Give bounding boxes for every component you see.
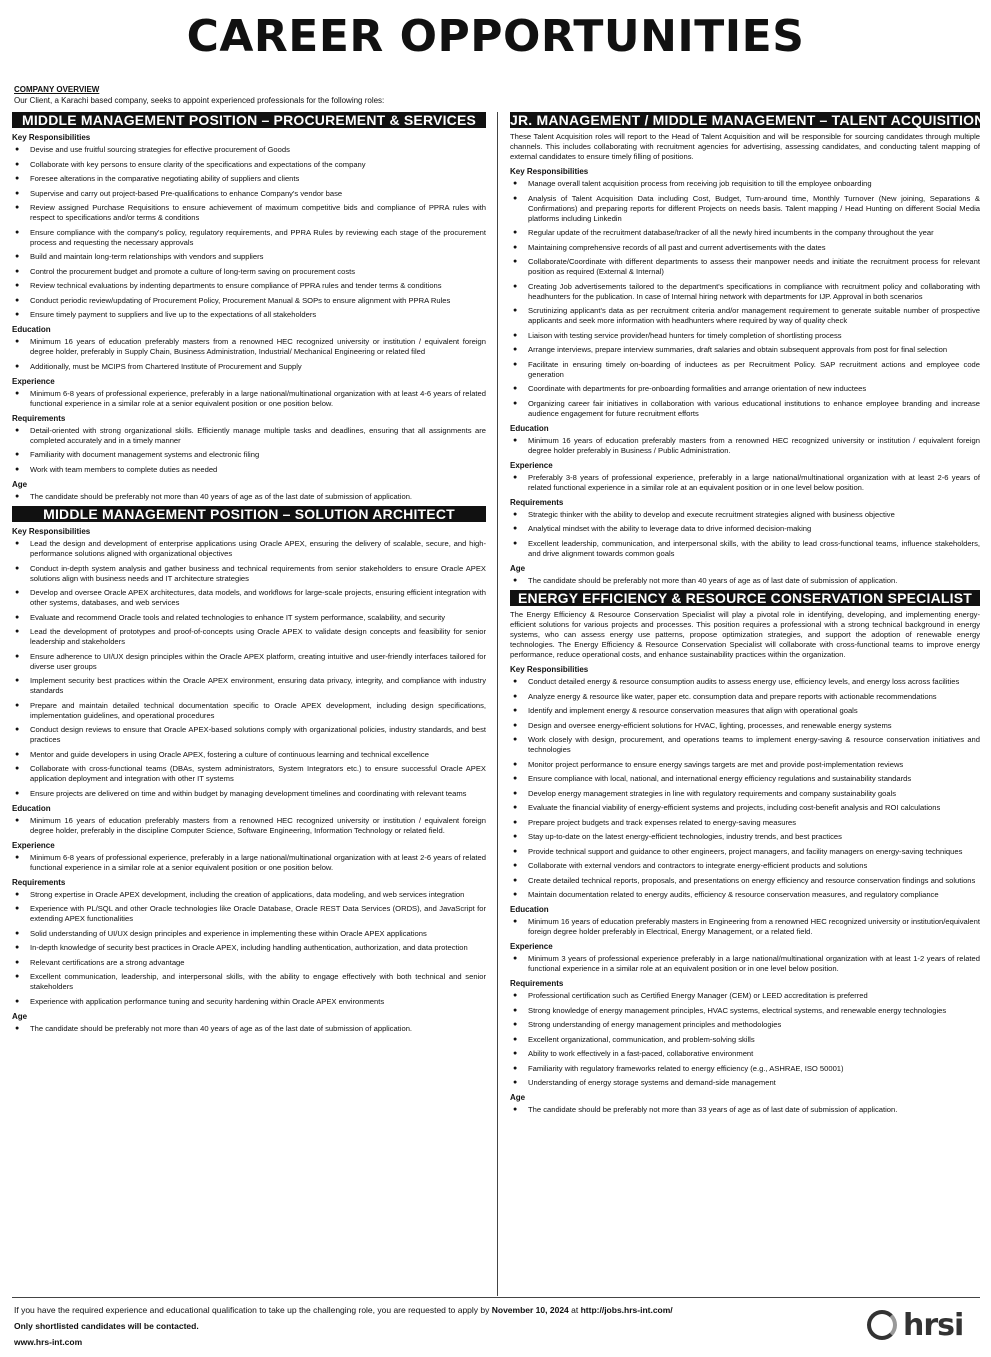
company-overview xyxy=(14,84,484,106)
list-item: ● Creating Job advertisements tailored to the department's specifications in compliance with recruitment policy and collaborating with headhunters for the publication. In case of Internal hiring network with departments for IJP. Approval in both scenarios xyxy=(510,282,980,302)
list-item: ● Organizing career fair initiatives in collaboration with various educational institutions to enhance employee branding and increase audience engagement for future recruitment efforts xyxy=(510,399,980,419)
responsibilities-list xyxy=(510,179,980,419)
apply-line xyxy=(14,1302,814,1318)
list-item: ● Maintain documentation related to energy audits, efficiency & resource conservation measures, and regulatory compliance xyxy=(510,890,980,900)
section-procurement xyxy=(12,112,486,502)
list-item: ● Experience with application performance tuning and security hardening within Oracle APEX environments xyxy=(12,997,486,1007)
list-item: ● Analyze energy & resource like water, paper etc. consumption data and prepare reports with actionable recommendations xyxy=(510,692,980,702)
shortlist-note: Only shortlisted candidates will be contacted. xyxy=(14,1321,199,1331)
list-item: ● Maintaining comprehensive records of all past and current advertisements with the dates xyxy=(510,243,980,253)
age-heading: Age xyxy=(510,563,526,573)
list-item: ● Strong understanding of energy management principles and methodologies xyxy=(510,1020,980,1030)
experience-heading: Experience xyxy=(510,460,553,470)
experience-list xyxy=(12,853,486,873)
list-item: ● Strategic thinker with the ability to develop and execute recruitment strategies aligned with business objective xyxy=(510,510,980,520)
list-item: ● Control the procurement budget and promote a culture of long-term saving on procurement costs xyxy=(12,267,486,277)
list-item: ● Prepare and maintain detailed technical documentation specific to Oracle APEX development, including design specifications, implementation guidelines, and operational procedures xyxy=(12,701,486,721)
list-item: ● Relevant certifications are a strong advantage xyxy=(12,958,486,968)
list-item: ● Additionally, must be MCIPS from Chartered Institute of Procurement and Supply xyxy=(12,362,486,372)
list-item: ● Monitor project performance to ensure energy savings targets are met and provide post-implementation reviews xyxy=(510,760,980,770)
list-item: ● Collaborate with external vendors and contractors to integrate energy-efficient products and solutions xyxy=(510,861,980,871)
list-item: ● Ensure projects are delivered on time and within budget by managing development timelines and coordinating with relevant teams xyxy=(12,789,486,799)
list-item: ● Excellent communication, leadership, and interpersonal skills, with the ability to engage effectively with both technical and senior stakeholders xyxy=(12,972,486,992)
section-energy xyxy=(510,590,980,1115)
list-item: ● Scrutinizing applicant's data as per recruitment criteria and/or management requirement to generate suitable number of prospective applicants and seek more information with headhunters where required by way of quality check xyxy=(510,306,980,326)
list-item: ● Minimum 16 years of education preferably masters from a renowned HEC recognized university or institution / equivalent foreign degree holder preferably in Business / Public Administration. xyxy=(510,436,980,456)
left-column xyxy=(12,112,486,1038)
list-item: ● Mentor and guide developers in using Oracle APEX, fostering a culture of continuous learning and technical excellence xyxy=(12,750,486,760)
list-item: ● Build and maintain long-term relationships with vendors and suppliers xyxy=(12,252,486,262)
list-item: ● Identify and implement energy & resource conservation measures that align with operational goals xyxy=(510,706,980,716)
requirements-list xyxy=(12,890,486,1007)
list-item: ● Supervise and carry out project-based Pre-qualifications to enhance Company's vendor base xyxy=(12,189,486,199)
list-item: ● Collaborate with key persons to ensure clarity of the specifications and expectations of the company xyxy=(12,160,486,170)
responsibilities-list xyxy=(12,539,486,799)
education-list xyxy=(12,816,486,836)
list-item: ● Strong knowledge of energy management principles, HVAC systems, electrical systems, and renewable energy technologies xyxy=(510,1006,980,1016)
website-link[interactable]: www.hrs-int.com xyxy=(14,1337,83,1347)
list-item: ● The candidate should be preferably not more than 40 years of age as of the last date of submission of application. xyxy=(12,492,486,502)
section-title: MIDDLE MANAGEMENT POSITION – SOLUTION ARCHITECT xyxy=(12,506,486,522)
list-item: ● Ensure adherence to UI/UX design principles within the Oracle APEX platform, creating intuitive and user-friendly interfaces tailored for diverse user groups xyxy=(12,652,486,672)
age-list xyxy=(510,576,980,586)
responsibilities-heading: Key Responsibilities xyxy=(12,527,91,536)
requirements-list xyxy=(12,426,486,475)
section-architect xyxy=(12,506,486,1034)
experience-list xyxy=(510,954,980,974)
list-item: ● Experience with PL/SQL and other Oracle technologies like Oracle Database, Oracle REST Data Services (ORDS), and JavaScript for extending APEX functionalities xyxy=(12,904,486,924)
age-heading: Age xyxy=(12,479,28,489)
education-heading: Education xyxy=(510,905,549,914)
footer-rule xyxy=(12,1297,980,1298)
list-item: ● Work with team members to complete duties as needed xyxy=(12,465,486,475)
list-item: ● Minimum 16 years of education preferably masters from a renowned HEC recognized university or institution / equivalent foreign degree holder, preferably in Supply Chain, Business Administration, Industrial/ Mechanical Engineering or related filed xyxy=(12,337,486,357)
page-title: CAREER OPPORTUNITIES xyxy=(186,11,805,62)
requirements-list xyxy=(510,510,980,559)
hrsi-logo xyxy=(867,1308,977,1342)
overview-heading: COMPANY OVERVIEW xyxy=(14,85,100,94)
section-intro: The Energy Efficiency & Resource Conservation Specialist will play a pivotal role in identifying, developing, and implementing energy-efficient solutions for various projects and processes. This position requires a professional with a strong technical background in energy systems, who can assess energy use patterns, propose optimization strategies, and support the adoption of renewable energy technologies. The Energy Efficiency & Resource Conservation Specialist will collaborate with cross-functional teams to improve energy performance, reduce operational costs, and enhance sustainability practices within the organization. xyxy=(510,610,980,659)
list-item: ● In-depth knowledge of security best practices in Oracle APEX, including handling authentication, authorization, and data protection xyxy=(12,943,486,953)
list-item: ● Collaborate with cross-functional teams (DBAs, system administrators, System Integrators etc.) to ensure successful Oracle APEX application deployment and integration with other IT systems xyxy=(12,764,486,784)
apply-text: If you have the required experience and educational qualification to take up the challenging role, you are requested to apply by xyxy=(14,1305,492,1315)
age-heading: Age xyxy=(510,1093,526,1102)
list-item: ● Familiarity with document management systems and electronic filing xyxy=(12,450,486,460)
list-item: ● Foresee alterations in the comparative negotiating ability of suppliers and clients xyxy=(12,174,486,184)
list-item: ● Ensure timely payment to suppliers and live up to the expectations of all stakeholders xyxy=(12,310,486,320)
list-item: ● Design and oversee energy-efficient solutions for HVAC, lighting, processes, and renewable energy systems xyxy=(510,721,980,731)
apply-at: at xyxy=(568,1305,581,1315)
education-list xyxy=(510,436,980,456)
list-item: ● Minimum 6-8 years of professional experience, preferably in a large national/multinational organization with at least 2-6 years of related functional experience in a similar role at a senior equivalent position or one position below. xyxy=(12,853,486,873)
list-item: ● Work closely with design, procurement, and operations teams to implement energy-saving & resource conservation initiatives and technologies xyxy=(510,735,980,755)
responsibilities-list xyxy=(12,145,486,320)
list-item: ● Develop and oversee Oracle APEX architectures, data models, and workflows for large-scale projects, ensuring efficient integration with other systems, databases, and web services xyxy=(12,588,486,608)
list-item: ● Detail-oriented with strong organizational skills. Efficiently manage multiple tasks and deadlines, ensuring that all assignments are completed accurately and in a timely manner xyxy=(12,426,486,446)
list-item: ● Collaborate/Coordinate with different departments to assess their manpower needs and initiate the recruitment process for relevant position as required (External & Internal) xyxy=(510,257,980,277)
right-column xyxy=(510,112,985,1120)
deadline: November 10, 2024 xyxy=(491,1305,569,1315)
list-item: ● Regular update of the recruitment database/tracker of all the newly hired incumbents in the company throughout the year xyxy=(510,228,980,238)
list-item: ● Arrange interviews, prepare interview summaries, draft salaries and obtain subsequent approvals from post for final selection xyxy=(510,345,980,355)
experience-list xyxy=(510,473,980,493)
list-item: ● Conduct detailed energy & resource consumption audits to assess energy use, efficiency levels, and energy loss across facilities xyxy=(510,677,980,687)
list-item: ● Lead the development of prototypes and proof-of-concepts using Oracle APEX to validate design concepts and feasibility for senior leadership and stakeholders xyxy=(12,627,486,647)
age-list xyxy=(12,492,486,502)
logo-text: hrsi xyxy=(903,1307,964,1343)
list-item: ● Ensure compliance with the company's policy, regulatory requirements, and PPRA Rules by reviewing each stage of the procurement process and requesting the necessary approvals xyxy=(12,228,486,248)
education-list xyxy=(12,337,486,372)
list-item: ● Minimum 16 years of education preferably masters in Engineering from a renowned HEC recognized university or institution/equivalent foreign degree holder preferably in Electrical, Energy Management, or a related field. xyxy=(510,917,980,937)
list-item: ● Facilitate in ensuring timely on-boarding of inductees as per Recruitment Policy. SAP recruitment actions and employee code generation xyxy=(510,360,980,380)
section-title: ENERGY EFFICIENCY & RESOURCE CONSERVATION SPECIALIST xyxy=(510,590,980,606)
list-item: ● Provide technical support and guidance to other engineers, project managers, and facility managers on energy-saving techniques xyxy=(510,847,980,857)
responsibilities-list xyxy=(510,677,980,900)
responsibilities-heading: Key Responsibilities xyxy=(510,167,589,176)
list-item: ● Conduct periodic review/updating of Procurement Policy, Procurement Manual & SOPs to ensure alignment with PPRA Rules xyxy=(12,296,486,306)
list-item: ● Minimum 6-8 years of professional experience, preferably in a large national/multinational organization with at least 4-6 years of related functional experience in a similar role at a senior equivalent position or one position below. xyxy=(12,389,486,409)
list-item: ● Excellent organizational, communication, and problem-solving skills xyxy=(510,1035,980,1045)
column-divider xyxy=(497,112,498,1296)
requirements-heading: Requirements xyxy=(510,979,564,988)
experience-heading: Experience xyxy=(510,942,553,951)
list-item: ● Stay up-to-date on the latest energy-efficient technologies, industry trends, and best practices xyxy=(510,832,980,842)
responsibilities-heading: Key Responsibilities xyxy=(510,665,589,674)
list-item: ● Manage overall talent acquisition process from receiving job requisition to till the employee onboarding xyxy=(510,179,980,189)
list-item: ● Conduct design reviews to ensure that Oracle APEX-based solutions comply with organizational policies, industry standards, and best practices xyxy=(12,725,486,745)
list-item: ● Professional certification such as Certified Energy Manager (CEM) or LEED accreditation is preferred xyxy=(510,991,980,1001)
list-item: ● Ensure compliance with local, national, and international energy efficiency regulations and sustainability standards xyxy=(510,774,980,784)
logo-ring-icon xyxy=(867,1310,897,1340)
footer xyxy=(14,1302,814,1350)
list-item: ● Review assigned Purchase Requisitions to ensure achievement of maximum competitive bids and compliance of PPRA rules with respect to specifications and/or terms & conditions xyxy=(12,203,486,223)
experience-list xyxy=(12,389,486,409)
list-item: ● Analytical mindset with the ability to leverage data to drive informed decision-making xyxy=(510,524,980,534)
education-heading: Education xyxy=(12,803,51,813)
list-item: ● Minimum 16 years of education preferably masters from a renowned HEC recognized university or institution / equivalent foreign degree holder, preferably in the discipline Computer Science, Software Engineering, Information Technology or related field. xyxy=(12,816,486,836)
list-item: ● Minimum 3 years of professional experience preferably in a large national/multinational organization with at least 1-2 years of related functional experience in a similar role at an equivalent position or in one level below position. xyxy=(510,954,980,974)
list-item: ● Ability to work effectively in a fast-paced, collaborative environment xyxy=(510,1049,980,1059)
requirements-heading: Requirements xyxy=(510,497,564,507)
experience-heading: Experience xyxy=(12,840,55,850)
section-title: MIDDLE MANAGEMENT POSITION – PROCUREMENT & SERVICES xyxy=(12,112,486,128)
education-heading: Education xyxy=(510,423,549,433)
list-item: ● Understanding of energy storage systems and demand-side management xyxy=(510,1078,980,1088)
section-intro: These Talent Acquisition roles will report to the Head of Talent Acquisition and will be responsible for sourcing candidates through multiple channels. This includes collaborating with recruitment agencies for advertising, assessing candidates, and conducting talent mapping of external candidates to ensure timely filling of positions. xyxy=(510,132,980,161)
list-item: ● Lead the design and development of enterprise applications using Oracle APEX, ensuring the delivery of scalable, secure, and high-performance solutions aligned with organizational objectives xyxy=(12,539,486,559)
list-item: ● Analysis of Talent Acquisition Data including Cost, Budget, Turn-around time, Monthly Turnover (New joining, Separations & Confirmations) and preparing reports for different Projects on needs basis. Talent mapping / Head Hunting on different Social Media platforms including Linkedin xyxy=(510,194,980,224)
age-list xyxy=(510,1105,980,1115)
list-item: ● The candidate should be preferably not more than 33 years of age as of last date of submission of application. xyxy=(510,1105,980,1115)
age-list xyxy=(12,1024,486,1034)
section-talent xyxy=(510,112,985,586)
list-item: ● Evaluate the financial viability of energy-efficient systems and projects, including cost-benefit analysis and ROI calculations xyxy=(510,803,980,813)
requirements-heading: Requirements xyxy=(12,413,66,423)
list-item: ● Prepare project budgets and track expenses related to energy-saving measures xyxy=(510,818,980,828)
list-item: ● Review technical evaluations by indenting departments to ensure compliance of PPRA rules and tender terms & conditions xyxy=(12,281,486,291)
list-item: ● Solid understanding of UI/UX design principles and experience in implementing these within Oracle APEX applications xyxy=(12,929,486,939)
experience-heading: Experience xyxy=(12,376,55,386)
list-item: ● Liaison with testing service provider/head hunters for timely completion of shortlisting process xyxy=(510,331,980,341)
overview-text: Our Client, a Karachi based company, seeks to appoint experienced professionals for the following roles: xyxy=(14,96,385,105)
list-item: ● Devise and use fruitful sourcing strategies for effective procurement of Goods xyxy=(12,145,486,155)
list-item: ● Conduct in-depth system analysis and gather business and technical requirements from senior stakeholders to ensure Oracle APEX solutions align with business needs and IT architecture strategies xyxy=(12,564,486,584)
education-heading: Education xyxy=(12,325,51,334)
list-item: ● Familiarity with regulatory frameworks related to energy efficiency (e.g., ASHRAE, ISO 50001) xyxy=(510,1064,980,1074)
requirements-list xyxy=(510,991,980,1088)
list-item: ● Implement security best practices within the Oracle APEX environment, ensuring data privacy, integrity, and compliance with industry standards xyxy=(12,676,486,696)
list-item: ● The candidate should be preferably not more than 40 years of age as of the last date of submission of application. xyxy=(12,1024,486,1034)
section-title: JR. MANAGEMENT / MIDDLE MANAGEMENT – TALENT ACQUISITION xyxy=(510,112,985,128)
age-heading: Age xyxy=(12,1011,28,1021)
list-item: ● Preferably 3-8 years of professional experience, preferably in a large national/multinational organization with at least 2-6 years of related functional experience in a similar role at an equivalent position or in one level below position. xyxy=(510,473,980,493)
list-item: ● Strong expertise in Oracle APEX development, including the creation of applications, data modeling, and web services integration xyxy=(12,890,486,900)
education-list xyxy=(510,917,980,937)
list-item: ● Excellent leadership, communication, and interpersonal skills, with the ability to lead cross-functional teams, influence stakeholders, and drive alignment towards common goals xyxy=(510,539,980,559)
requirements-heading: Requirements xyxy=(12,877,66,887)
responsibilities-heading: Key Responsibilities xyxy=(12,133,91,142)
list-item: ● Develop energy management strategies in line with regulatory requirements and company sustainability goals xyxy=(510,789,980,799)
apply-url-link[interactable]: http://jobs.hrs-int.com/ xyxy=(580,1305,673,1315)
list-item: ● Create detailed technical reports, proposals, and presentations on energy efficiency and resource conservation findings and solutions xyxy=(510,876,980,886)
list-item: ● Coordinate with departments for pre-onboarding formalities and arrange orientation of new inductees xyxy=(510,384,980,394)
list-item: ● The candidate should be preferably not more than 40 years of age as of last date of submission of application. xyxy=(510,576,980,586)
list-item: ● Evaluate and recommend Oracle tools and related technologies to enhance IT system performance, scalability, and security xyxy=(12,613,486,623)
